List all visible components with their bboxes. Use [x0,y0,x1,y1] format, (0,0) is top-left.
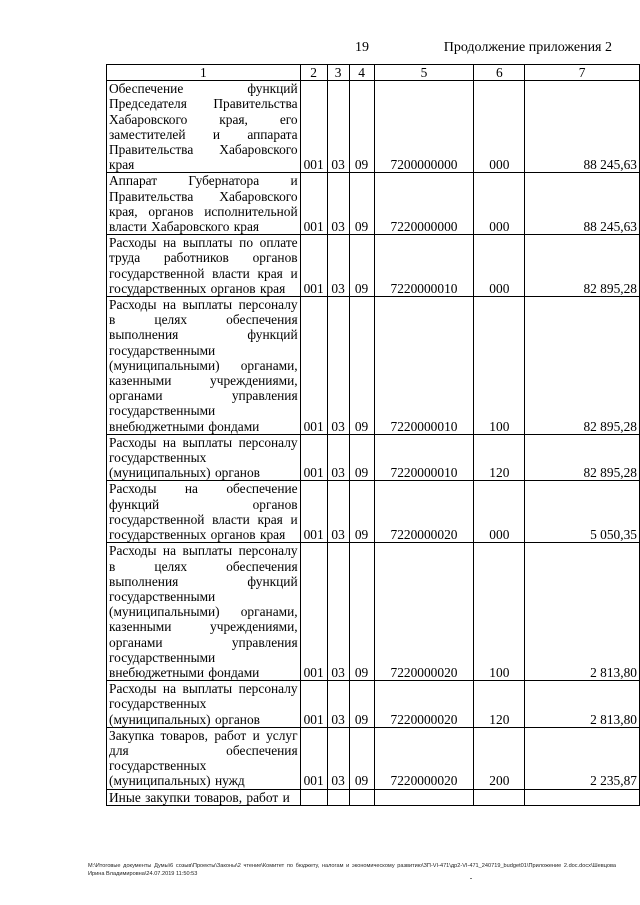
column-header-1: 1 [107,65,301,81]
column-header-2: 2 [300,65,327,81]
section-code: 03 [327,543,349,681]
target-article-code: 7200000000 [374,81,474,173]
table-row [107,235,640,297]
amount: 88 245,63 [525,81,640,173]
amount: 82 895,28 [525,235,640,297]
expense-name: Иные закупки товаров, работ и [107,789,301,805]
page-number: 19 [355,40,369,55]
section-code: 03 [327,173,349,235]
subsection-code: 09 [349,235,374,297]
table-row [107,543,640,681]
ministry-code: 001 [300,81,327,173]
column-header-6: 6 [474,65,525,81]
table-row [107,481,640,543]
empty-cell [300,789,327,805]
expense-type-code: 120 [474,434,525,481]
amount: 2 235,87 [525,727,640,789]
expense-name: Расходы на выплаты персоналу в целях обеспечения выполнения функций государственными (муниципальными) органами, казенными учреждениями, органами управления государственными внебюджетными фондами [107,297,301,435]
table-row [107,297,640,435]
ministry-code: 001 [300,173,327,235]
section-code: 03 [327,434,349,481]
amount: 88 245,63 [525,173,640,235]
section-code: 03 [327,235,349,297]
amount: 2 813,80 [525,543,640,681]
empty-cell [374,789,474,805]
section-code: 03 [327,297,349,435]
document-file-path-footer: M:\Итоговые документы Думы\6 созыв\Проекты\Законы\2 чтение\Комитет по бюджету, налогам и экономическому развитию\ЗП-VI-471\др2-VI-471_240719_budget01\Приложение 2.doc.docx\Шевцова Ирина Владимировна\24.07.2019 11:50:53 [88,863,616,877]
ministry-code: 001 [300,297,327,435]
amount: 82 895,28 [525,434,640,481]
column-number-row [107,65,640,81]
section-code: 03 [327,727,349,789]
expense-name: Расходы на обеспечение функций органов государственной власти края и государственных органов края [107,481,301,543]
table-row-partial [107,789,640,805]
expense-type-code: 000 [474,481,525,543]
table-row [107,173,640,235]
target-article-code: 7220000010 [374,434,474,481]
amount: 2 813,80 [525,681,640,728]
target-article-code: 7220000020 [374,543,474,681]
expense-type-code: 000 [474,173,525,235]
expense-name: Расходы на выплаты персоналу государственных (муниципальных) органов [107,434,301,481]
column-header-4: 4 [349,65,374,81]
expense-type-code: 200 [474,727,525,789]
target-article-code: 7220000000 [374,173,474,235]
expense-type-code: 000 [474,81,525,173]
column-header-3: 3 [327,65,349,81]
section-code: 03 [327,81,349,173]
appendix-continuation-label: Продолжение приложения 2 [443,40,612,55]
expense-name: Расходы на выплаты персоналу в целях обеспечения выполнения функций государственными (муниципальными) органами, казенными учреждениями, органами управления государственными внебюджетными фондами [107,543,301,681]
subsection-code: 09 [349,543,374,681]
expense-type-code: 120 [474,681,525,728]
empty-cell [474,789,525,805]
expense-name: Закупка товаров, работ и услуг для обеспечения государственных (муниципальных) нужд [107,727,301,789]
empty-cell [327,789,349,805]
table-row [107,434,640,481]
empty-cell [525,789,640,805]
amount: 5 050,35 [525,481,640,543]
target-article-code: 7220000020 [374,681,474,728]
subsection-code: 09 [349,173,374,235]
empty-cell [349,789,374,805]
ministry-code: 001 [300,681,327,728]
table-row [107,681,640,728]
target-article-code: 7220000020 [374,481,474,543]
page-header [0,40,640,58]
subsection-code: 09 [349,434,374,481]
amount: 82 895,28 [525,297,640,435]
expense-name: Расходы на выплаты по оплате труда работников органов государственной власти края и государственных органов края [107,235,301,297]
table-row [107,727,640,789]
ministry-code: 001 [300,543,327,681]
ministry-code: 001 [300,434,327,481]
subsection-code: 09 [349,727,374,789]
target-article-code: 7220000020 [374,727,474,789]
expense-name: Обеспечение функций Председателя Правительства Хабаровского края, его заместителей и аппарата Правительства Хабаровского края [107,81,301,173]
subsection-code: 09 [349,81,374,173]
column-header-5: 5 [374,65,474,81]
budget-table [106,64,640,806]
table-row [107,81,640,173]
target-article-code: 7220000010 [374,235,474,297]
section-code: 03 [327,481,349,543]
ministry-code: 001 [300,235,327,297]
column-header-7: 7 [525,65,640,81]
ministry-code: 001 [300,481,327,543]
subsection-code: 09 [349,681,374,728]
expense-type-code: 100 [474,297,525,435]
expense-type-code: 000 [474,235,525,297]
subsection-code: 09 [349,481,374,543]
target-article-code: 7220000010 [374,297,474,435]
ministry-code: 001 [300,727,327,789]
subsection-code: 09 [349,297,374,435]
expense-name: Расходы на выплаты персоналу государственных (муниципальных) органов [107,681,301,728]
scan-speck [470,878,472,879]
section-code: 03 [327,681,349,728]
expense-name: Аппарат Губернатора и Правительства Хабаровского края, органов исполнительной власти Хабаровского края [107,173,301,235]
expense-type-code: 100 [474,543,525,681]
